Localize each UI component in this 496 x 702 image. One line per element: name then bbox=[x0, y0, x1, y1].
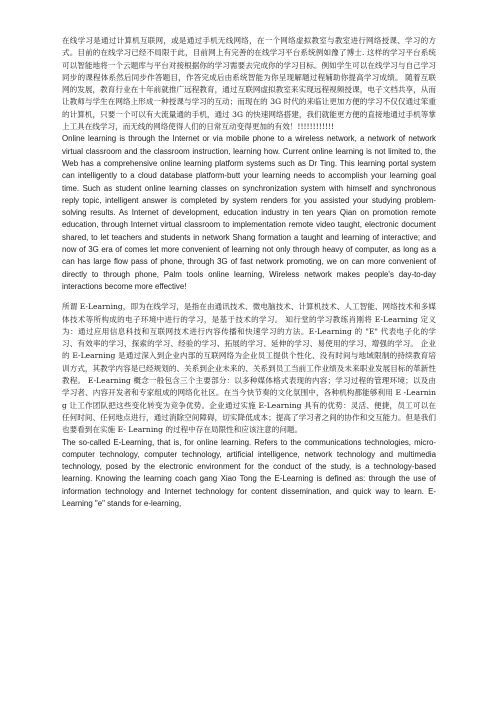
paragraph-elearning-en: The so-called E-Learning, that is, for online learning. Refers to the communications technologies, micro-computer technology, computer technology, artificial intelligence, network technology and multimedia technology, posed by the electronic environment for the conduct of the study, is a technology-based learning. Knowing the learning coach gang Xiao Tong the E-Learning is defined as: through the use of information technology and Internet technology for content dissemination, and quick way to learn. E-Learning "e" stands for e-learning, bbox=[62, 437, 436, 508]
paragraph-elearning-zh: 所谓 E-Learning，即为在线学习，是指在由通讯技术、微电脑技术、计算机技术、人工智能、网络技术和多媒体技术等所构成的电子环境中进行的学习，是基于技术的学习。 知行堂的学习教练肖刚将 E-Learning 定义为：通过应用信息科技和互联网技术进行内容传播和快速学习的方法。E-Learning 的 "E" 代表电子化的学习、有效率的学习、探索的学习、经验的学习、拓展的学习、延伸的学习、易使用的学习、增强的学习。 企业的 E-Learning 是通过深入到企业内部的互联网络为企业员工提供个性化、没有时间与地域限制的持续教育培训方式，其教学内容是已经规划的、关系到企业未来的、关系到员工当前工作业绩及未来职业发展目标的革新性教程。 E-Learning 概念一般包含三个主要部分：以多种媒体格式表现的内容；学习过程的管理环境；以及由学习者、内容开发者和专家组成的网络化社区。在当今快节奏的文化氛围中，各种机构都能够利用 E -Learning 让工作团队把这些变化转变为竞争优势。企业通过实施 E-Learning 具有的优势：灵活、便捷，员工可以在任何时间、任何地点进行，通过消除空间障碍，切实降低成本；提高了学习者之间的协作和交互能力。但是我们也要看到在实施 E- Learning 的过程中存在局限性和应该注意的问题。 bbox=[62, 302, 436, 435]
paragraph-online-learning-zh: 在线学习是通过计算机互联网，或是通过手机无线网络，在一个网络虚拟教室与教室进行网络授课、学习的方式。目前的在线学习已经不局限于此，目前网上有完善的在线学习平台系统例如豫了博士. 这样的学习平台系统可以智能地将一个云题库与平台对接根据你的学习需要去完成你的学习目标。例如学生可以在线学习与自己学习同步的课程体系然后同步作答题目，作答完成后由系统智能为你呈现解题过程辅助你提高学习成绩。 随着互联网的发展，教育行业在十年前就推广远程教育，通过互联网虚拟教室来实现远程视频授课，电子文档共享，从而让教师与学生在网络上形成一种授课与学习的互动；而现在的 3G 时代的来临让更加方便的学习不仅仅通过笨重的计算机，只要一个可以有大流量通的手机，通过 3G 的快速网络搭建，我们就能更方便的直接地通过手机等掌上工具在线学习，而无线的网络使得人们的日常互动变得更加的有效！!!!!!!!!!!!! bbox=[62, 36, 436, 132]
paragraph-gap bbox=[62, 293, 436, 301]
document-page bbox=[62, 35, 436, 510]
paragraph-online-learning-en: Online learning is through the Internet or via mobile phone to a wireless network, a network of network virtual classroom and the classroom instruction, learning how. Current online learning is not limited to, the Web has a comprehensive online learning platform systems such as Dr Ting. This learning portal system can intelligently to a cloud database platform-butt your learning needs to accomplish your learning goal time. Such as student online learning classes on synchronization system with himself and synchronous reply topic, intelligent answer is completed by system renders for you assisted your studying problem-solving results. As Internet of development, education industry in ten years Qian on promotion remote education, through Internet virtual classroom to implementation remote video taught, electronic document shared, to let teachers and students in network Shang formation a taught and learning of interactive; and now of 3G era of comes let more convenient of learning not only through heavy of computer, as long as a can has large flow pass of phone, through 3G of fast network promoting, we on can more convenient of directly to through phone, Palm tools online learning, Wireless network makes people's day-to-day interactions become more effective! bbox=[62, 134, 436, 291]
